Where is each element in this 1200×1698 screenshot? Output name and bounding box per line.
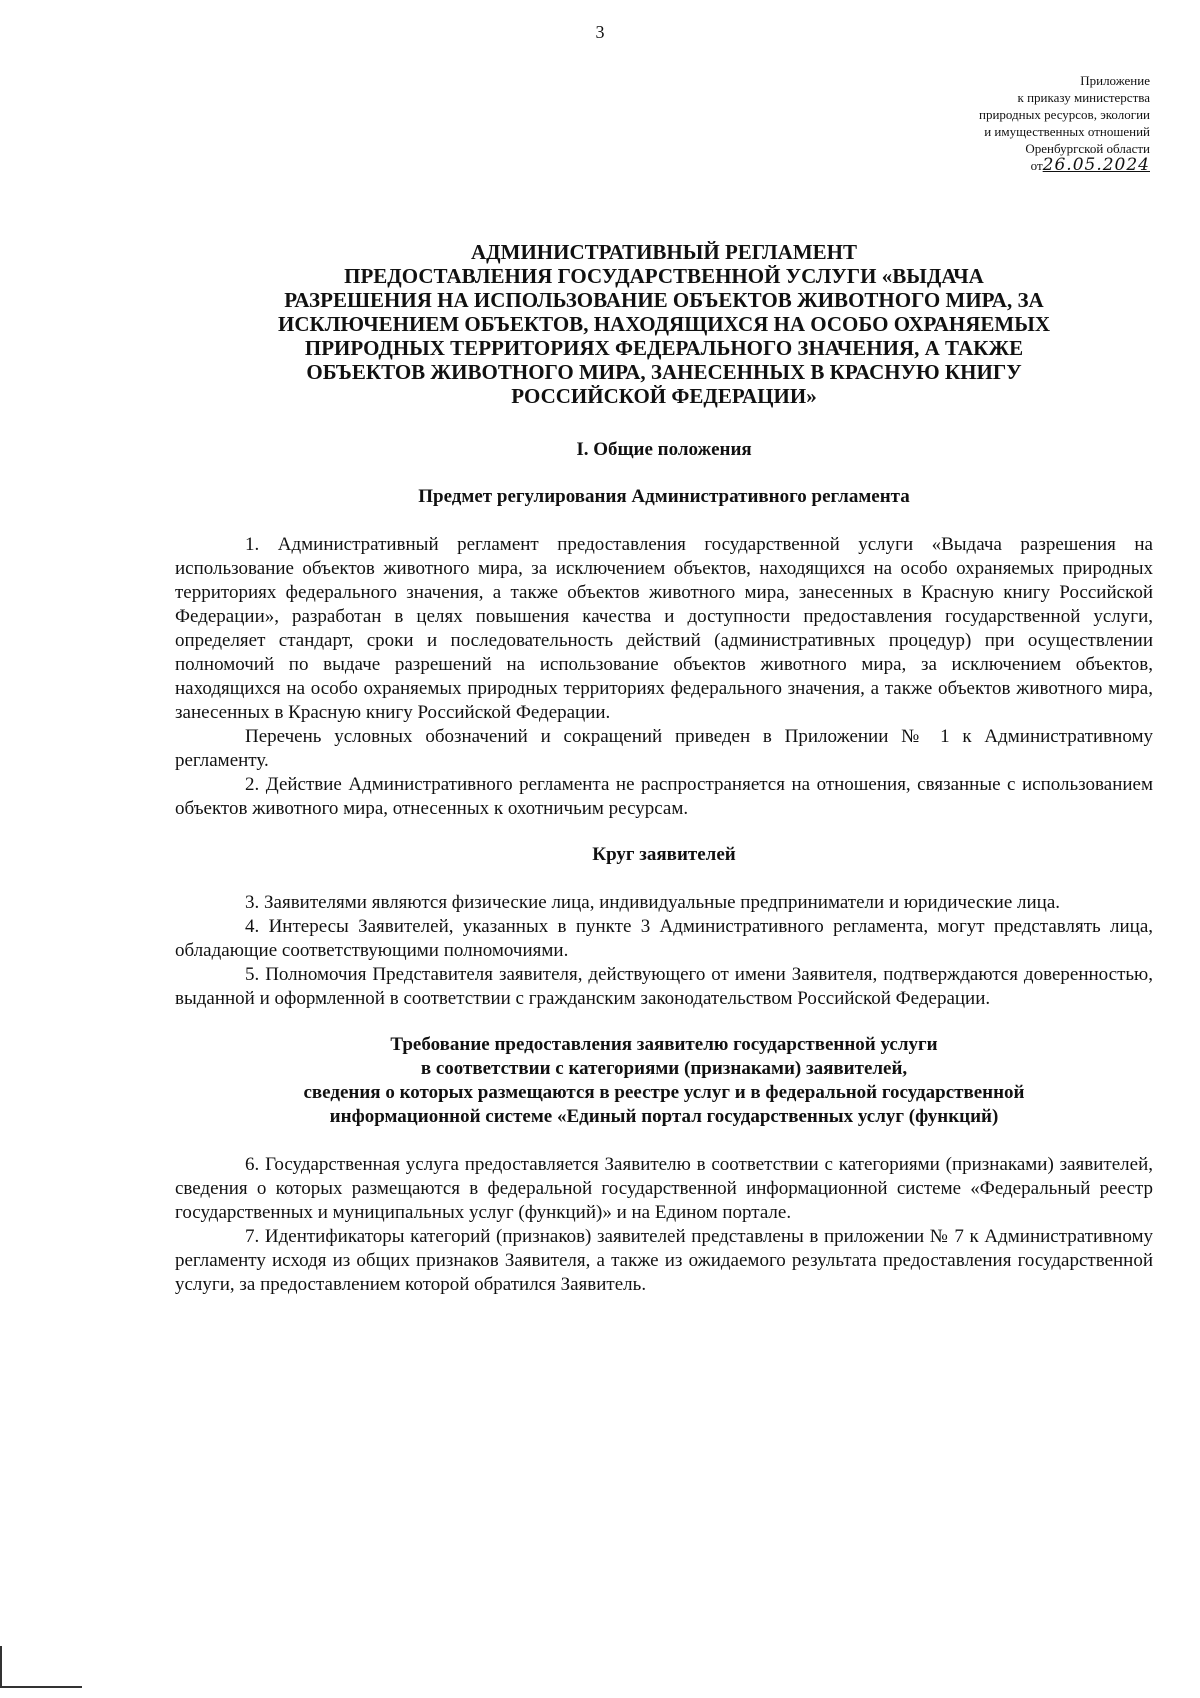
title-line: РАЗРЕШЕНИЯ НА ИСПОЛЬЗОВАНИЕ ОБЪЕКТОВ ЖИВОТНОГО МИРА, ЗА: [284, 288, 1044, 312]
appendix-line: к приказу министерства: [1017, 90, 1150, 105]
heading-line: сведения о которых размещаются в реестре услуг и в федеральной государственной: [303, 1082, 1025, 1103]
scan-edge-mark: [0, 1646, 82, 1688]
paragraph: 5. Полномочия Представителя заявителя, действующего от имени Заявителя, подтверждаются доверенностью, выданной и оформленной в соответствии с гражданским законодательством Российской Федерации.: [175, 964, 1153, 1009]
requirement-heading: [175, 1033, 1153, 1129]
appendix-line: Приложение: [1080, 73, 1150, 88]
appendix-line: Оренбургской области: [1025, 141, 1150, 156]
title-line: ПРЕДОСТАВЛЕНИЯ ГОСУДАРСТВЕННОЙ УСЛУГИ «ВЫДАЧА: [344, 264, 984, 288]
page-number: 3: [595, 22, 605, 42]
title-line: ОБЪЕКТОВ ЖИВОТНОГО МИРА, ЗАНЕСЕННЫХ В КРАСНУЮ КНИГУ: [306, 360, 1022, 384]
paragraph: Перечень условных обозначений и сокращений приведен в Приложении № 1 к Административному регламенту.: [175, 726, 1153, 771]
applicants-section: [175, 891, 1153, 1011]
title-line: ПРИРОДНЫХ ТЕРРИТОРИЯХ ФЕДЕРАЛЬНОГО ЗНАЧЕНИЯ, А ТАКЖЕ: [304, 336, 1024, 360]
appendix-line: природных ресурсов, экологии: [979, 107, 1150, 122]
paragraph: 3. Заявителями являются физические лица, индивидуальные предприниматели и юридические лица.: [245, 892, 1061, 913]
title-line: ИСКЛЮЧЕНИЕМ ОБЪЕКТОВ, НАХОДЯЩИХСЯ НА ОСОБО ОХРАНЯЕМЫХ: [278, 312, 1050, 336]
section-heading: I. Общие положения: [576, 439, 752, 460]
paragraph: 7. Идентификаторы категорий (признаков) заявителей представлены в приложении № 7 к Административному регламенту исходя из общих признаков Заявителя, а также из ожидаемого результата предоставления государственной услуги, за предоставлением которой обратился Заявитель.: [175, 1226, 1153, 1295]
paragraph: 6. Государственная услуга предоставляется Заявителю в соответствии с категориями (признаками) заявителей, сведения о которых размещаются в федеральной государственной информационной системе «Федеральный реестр государственных и муниципальных услуг (функций)» и на Едином портале.: [175, 1154, 1153, 1223]
heading-line: информационной системе «Единый портал государственных услуг (функций): [329, 1106, 999, 1127]
subject-heading: Предмет регулирования Административного регламента: [418, 486, 910, 507]
appendix-date-line: [810, 157, 1150, 174]
paragraph: 2. Действие Административного регламента не распространяется на отношения, связанные с использованием объектов животного мира, отнесенных к охотничьим ресурсам.: [175, 774, 1153, 819]
paragraph: 4. Интересы Заявителей, указанных в пункте 3 Административного регламента, могут представлять лица, обладающие соответствующими полномочиями.: [175, 916, 1153, 961]
handwritten-date: 26.05.2024: [1042, 155, 1150, 175]
heading-line: в соответствии с категориями (признаками) заявителей,: [420, 1058, 908, 1079]
heading-line: Требование предоставления заявителю государственной услуги: [390, 1034, 938, 1055]
paragraph: 1. Административный регламент предоставления государственной услуги «Выдача разрешения на использование объектов животного мира, за исключением объектов, находящихся на особо охраняемых природных территориях федерального значения, а также объектов животного мира, занесенных в Красную книгу Российской Федерации», разработан в целях повышения качества и доступности предоставления государственной услуги, определяет стандарт, сроки и последовательность действий (административных процедур) при осуществлении полномочий по выдаче разрешений на использование объектов животного мира, за исключением объектов, находящихся на особо охраняемых природных территориях федерального значения, а также объектов животного мира, занесенных в Красную книгу Российской Федерации.: [175, 534, 1153, 723]
appendix-line: и имущественных отношений: [984, 124, 1150, 139]
title-line: РОССИЙСКОЙ ФЕДЕРАЦИИ»: [511, 384, 817, 408]
date-prefix: от: [1030, 158, 1043, 173]
appendix-block: [810, 72, 1150, 174]
title-line: АДМИНИСТРАТИВНЫЙ РЕГЛАМЕНТ: [471, 240, 857, 264]
document-body: [175, 240, 1153, 1319]
document-title: [175, 240, 1153, 408]
requirement-section: [175, 1153, 1153, 1297]
applicants-heading: Круг заявителей: [592, 844, 736, 865]
subject-section: [175, 533, 1153, 821]
